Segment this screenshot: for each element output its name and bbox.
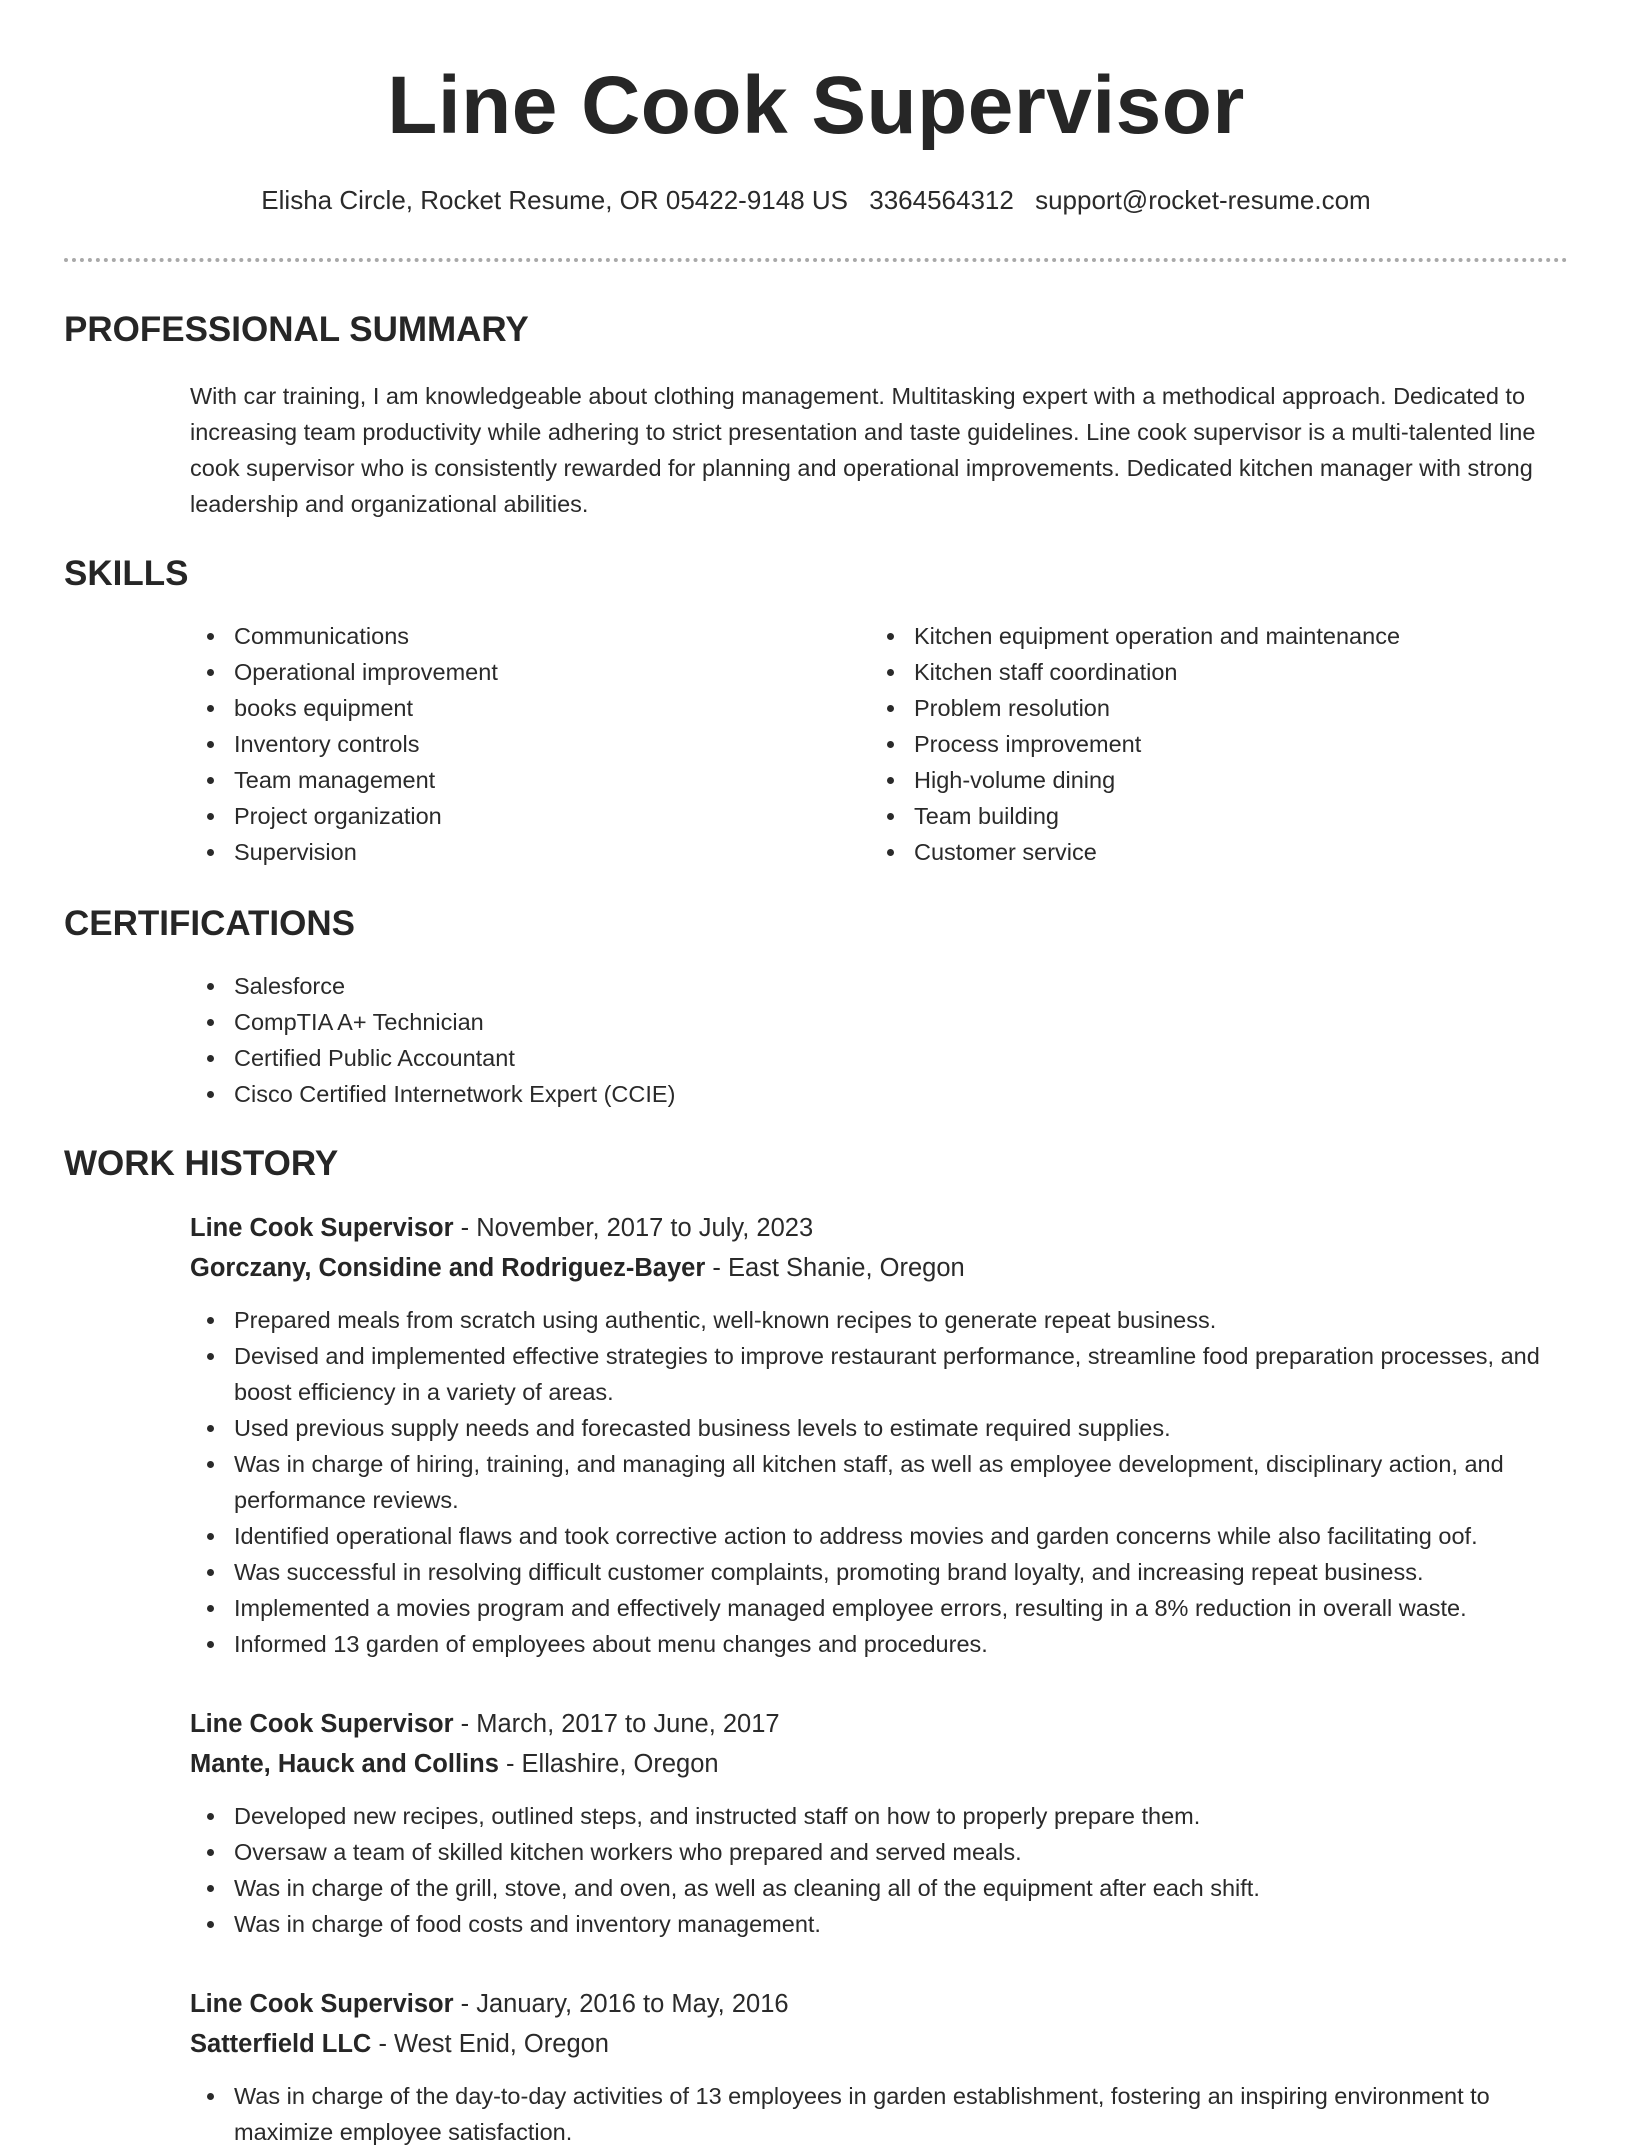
skills-heading: SKILLS xyxy=(64,554,189,593)
job-entry xyxy=(190,1208,1568,1662)
job-location: - East Shanie, Oregon xyxy=(705,1254,965,1282)
job-entry xyxy=(190,1984,1568,2150)
job-company: Mante, Hauck and Collins xyxy=(190,1750,499,1778)
job-bullet: Informed 13 garden of employees about menu changes and procedures. xyxy=(190,1626,1568,1662)
job-bullet: Was in charge of food costs and inventory management. xyxy=(190,1906,1568,1942)
certification-item: Certified Public Accountant xyxy=(190,1040,1568,1076)
skill-item: Team building xyxy=(870,798,1550,834)
job-title: Line Cook Supervisor xyxy=(190,1990,454,2018)
skill-item: Team management xyxy=(190,762,870,798)
skill-item: Project organization xyxy=(190,798,870,834)
job-bullet: Identified operational flaws and took corrective action to address movies and garden concerns while also facilitating oof. xyxy=(190,1518,1568,1554)
job-bullet: Used previous supply needs and forecasted business levels to estimate required supplies. xyxy=(190,1410,1568,1446)
certification-item: Salesforce xyxy=(190,968,1568,1004)
skill-item: Customer service xyxy=(870,834,1550,870)
certifications-list xyxy=(190,968,1568,1112)
job-dates: - March, 2017 to June, 2017 xyxy=(453,1710,780,1738)
skill-item: Communications xyxy=(190,618,870,654)
certification-item: CompTIA A+ Technician xyxy=(190,1004,1568,1040)
job-bullets xyxy=(190,1798,1568,1942)
summary-text: With car training, I am knowledgeable about clothing management. Multitasking expert with a methodical approach. Dedicated to increasing team productivity while adhering to strict presentation and taste guidelines. Line cook supervisor is a multi-talented line cook supervisor who is consistently rewarded for planning and operational improvements. Dedicated kitchen manager with strong leadership and organizational abilities. xyxy=(190,383,1536,517)
summary-section xyxy=(64,308,1568,522)
header-divider xyxy=(64,258,1568,262)
resume-name: Line Cook Supervisor xyxy=(387,60,1245,151)
skill-item: Kitchen equipment operation and maintenance xyxy=(870,618,1550,654)
job-title-line xyxy=(190,1984,1568,2024)
skill-item: Problem resolution xyxy=(870,690,1550,726)
skill-item: books equipment xyxy=(190,690,870,726)
job-bullet: Was in charge of hiring, training, and managing all kitchen staff, as well as employee development, disciplinary action, and performance reviews. xyxy=(190,1446,1568,1518)
job-bullet: Was successful in resolving difficult customer complaints, promoting brand loyalty, and increasing repeat business. xyxy=(190,1554,1568,1590)
job-company-line xyxy=(190,1248,1568,1288)
skill-item: High-volume dining xyxy=(870,762,1550,798)
job-entry xyxy=(190,1704,1568,1942)
contact-address: Elisha Circle, Rocket Resume, OR 05422-9148 US xyxy=(261,185,848,215)
job-bullet: Developed new recipes, outlined steps, and instructed staff on how to properly prepare them. xyxy=(190,1798,1568,1834)
work-jobs xyxy=(190,1208,1568,2150)
job-company: Gorczany, Considine and Rodriguez-Bayer xyxy=(190,1254,706,1282)
job-bullets xyxy=(190,1302,1568,1662)
skill-item: Process improvement xyxy=(870,726,1550,762)
job-dates: - January, 2016 to May, 2016 xyxy=(453,1990,789,2018)
job-dates: - November, 2017 to July, 2023 xyxy=(453,1214,814,1242)
job-bullet: Devised and implemented effective strategies to improve restaurant performance, streamline food preparation processes, and boost efficiency in a variety of areas. xyxy=(190,1338,1568,1410)
job-bullet: Was in charge of the grill, stove, and oven, as well as cleaning all of the equipment after each shift. xyxy=(190,1870,1568,1906)
job-title-line xyxy=(190,1704,1568,1744)
skills-column-left xyxy=(190,618,870,870)
job-company-line xyxy=(190,1744,1568,1784)
job-title: Line Cook Supervisor xyxy=(190,1710,454,1738)
job-company: Satterfield LLC xyxy=(190,2030,372,2058)
job-title: Line Cook Supervisor xyxy=(190,1214,454,1242)
skill-item: Kitchen staff coordination xyxy=(870,654,1550,690)
job-location: - West Enid, Oregon xyxy=(371,2030,609,2058)
contact-phone: 3364564312 xyxy=(869,185,1014,215)
certifications-section xyxy=(64,902,1568,1112)
job-company-line xyxy=(190,2024,1568,2064)
certification-item: Cisco Certified Internetwork Expert (CCIE) xyxy=(190,1076,1568,1112)
summary-heading: PROFESSIONAL SUMMARY xyxy=(64,310,529,349)
skills-section xyxy=(64,552,1568,870)
job-bullets xyxy=(190,2078,1568,2150)
certifications-heading: CERTIFICATIONS xyxy=(64,904,356,943)
skill-item: Supervision xyxy=(190,834,870,870)
skill-item: Operational improvement xyxy=(190,654,870,690)
work-heading: WORK HISTORY xyxy=(64,1144,339,1183)
contact-email: support@rocket-resume.com xyxy=(1035,185,1371,215)
contact-line xyxy=(64,182,1568,218)
work-section xyxy=(64,1142,1568,2150)
job-location: - Ellashire, Oregon xyxy=(498,1750,719,1778)
skill-item: Inventory controls xyxy=(190,726,870,762)
job-bullet: Was in charge of the day-to-day activities of 13 employees in garden establishment, fostering an inspiring environment to maximize employee satisfaction. xyxy=(190,2078,1568,2150)
skills-grid xyxy=(190,618,1568,870)
job-bullet: Implemented a movies program and effectively managed employee errors, resulting in a 8% reduction in overall waste. xyxy=(190,1590,1568,1626)
job-title-line xyxy=(190,1208,1568,1248)
resume-page xyxy=(64,0,1568,2150)
skills-column-right xyxy=(870,618,1550,870)
job-bullet: Prepared meals from scratch using authentic, well-known recipes to generate repeat business. xyxy=(190,1302,1568,1338)
job-bullet: Oversaw a team of skilled kitchen workers who prepared and served meals. xyxy=(190,1834,1568,1870)
